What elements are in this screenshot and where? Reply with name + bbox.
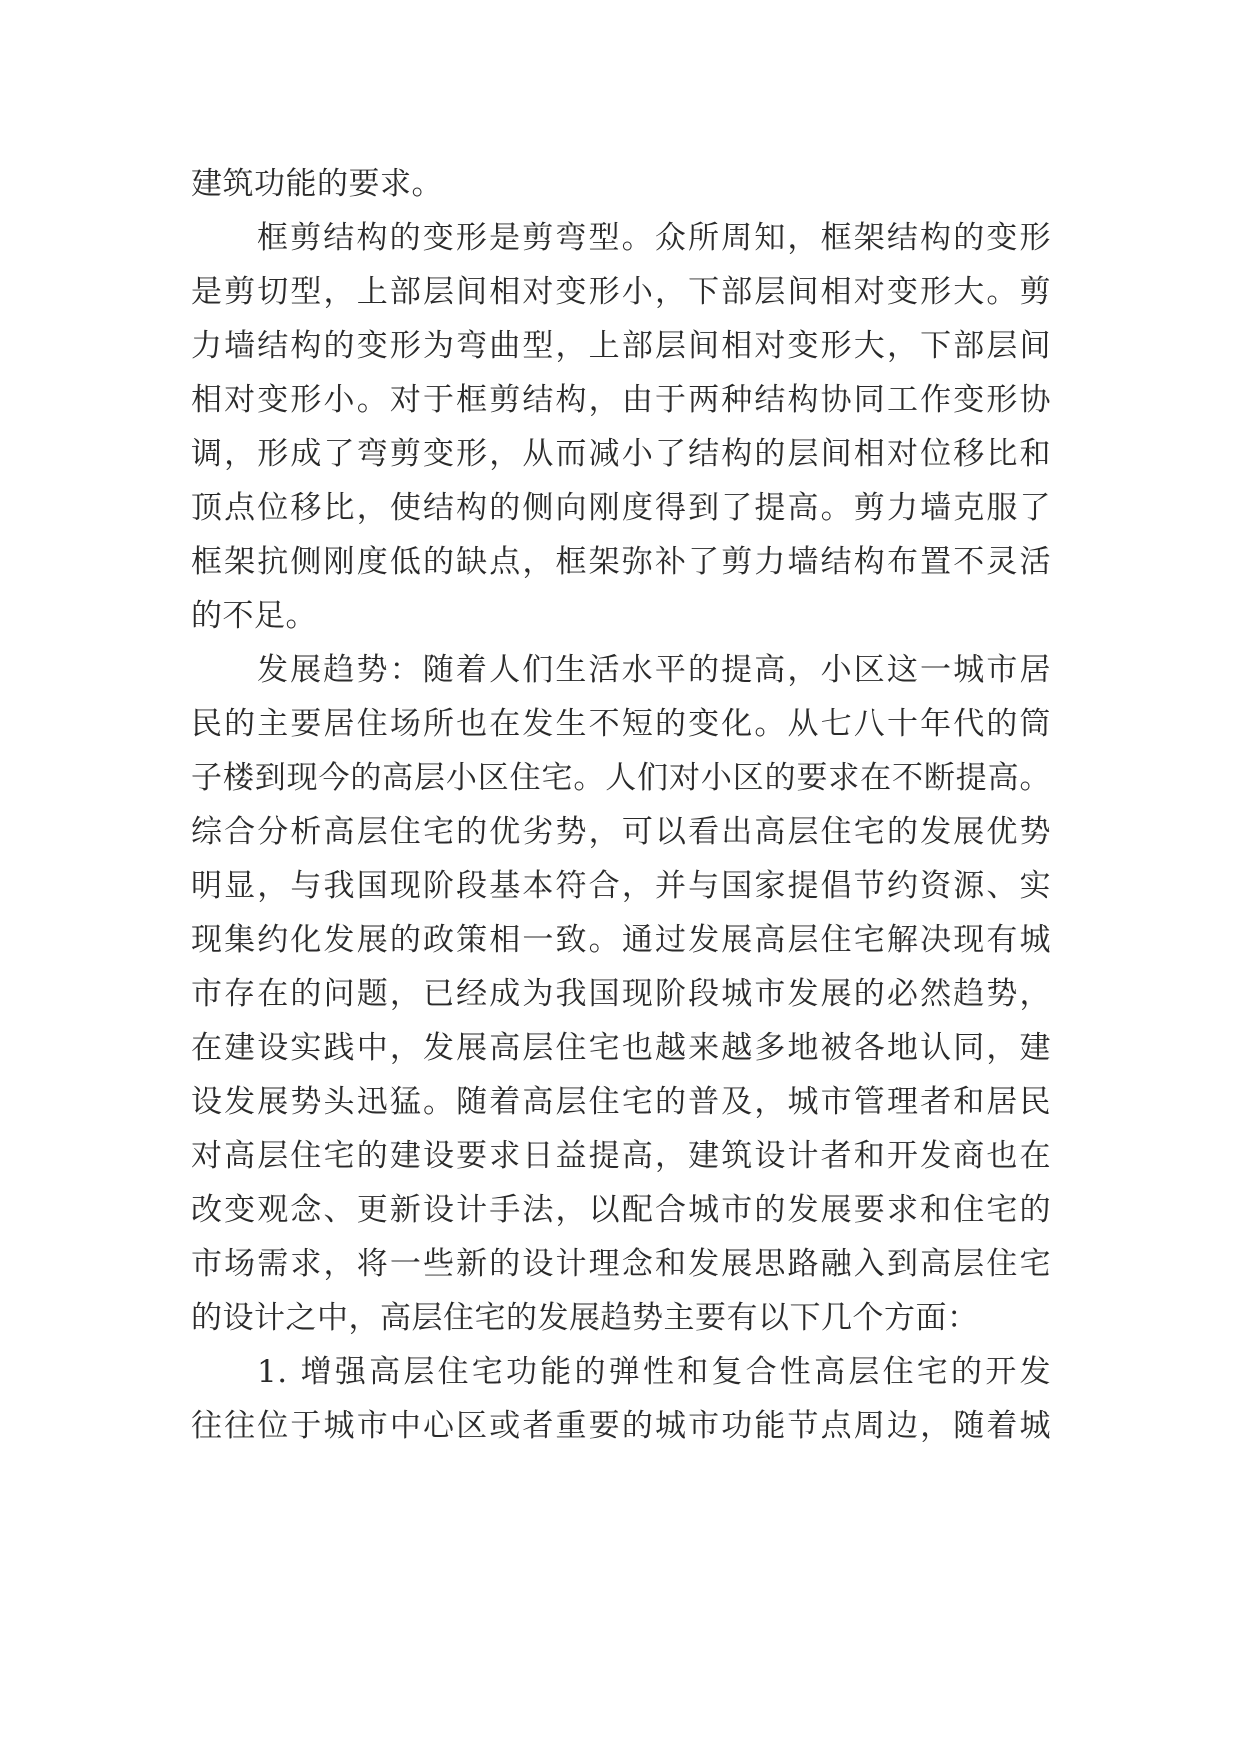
text-line: 发展趋势：随着人们生活水平的提高，小区这一城市居 (257, 652, 1051, 688)
text-line: 顶点位移比，使结构的侧向刚度得到了提高。剪力墙克服了 (191, 490, 1051, 526)
text-line: 往往位于城市中心区或者重要的城市功能节点周边，随着城 (191, 1408, 1051, 1444)
text-line: 力墙结构的变形为弯曲型，上部层间相对变形大，下部层间 (191, 328, 1051, 364)
text-line: 建筑功能的要求。 (191, 166, 443, 202)
text-line: 的不足。 (191, 598, 317, 634)
text-line: 设发展势头迅猛。随着高层住宅的普及，城市管理者和居民 (191, 1084, 1051, 1120)
text-line: 综合分析高层住宅的优劣势，可以看出高层住宅的发展优势 (191, 814, 1051, 850)
text-line: 现集约化发展的政策相一致。通过发展高层住宅解决现有城 (191, 922, 1051, 958)
text-line: 市存在的问题，已经成为我国现阶段城市发展的必然趋势， (191, 976, 1051, 1012)
text-line: 在建设实践中，发展高层住宅也越来越多地被各地认同，建 (191, 1030, 1051, 1066)
text-line: 调，形成了弯剪变形，从而减小了结构的层间相对位移比和 (191, 436, 1051, 472)
text-line: 的设计之中，高层住宅的发展趋势主要有以下几个方面： (191, 1300, 979, 1336)
text-line: 对高层住宅的建设要求日益提高，建筑设计者和开发商也在 (191, 1138, 1051, 1174)
text-line: 框架抗侧刚度低的缺点，框架弥补了剪力墙结构布置不灵活 (191, 544, 1051, 580)
document-body (191, 157, 1051, 1453)
text-line: 明显，与我国现阶段基本符合，并与国家提倡节约资源、实 (191, 868, 1051, 904)
text-line: 民的主要居住场所也在发生不短的变化。从七八十年代的筒 (191, 706, 1051, 742)
text-line: 改变观念、更新设计手法，以配合城市的发展要求和住宅的 (191, 1192, 1051, 1228)
text-line: 子楼到现今的高层小区住宅。人们对小区的要求在不断提高。 (191, 760, 1051, 796)
text-line: 框剪结构的变形是剪弯型。众所周知，框架结构的变形 (257, 220, 1051, 256)
text-line: 市场需求，将一些新的设计理念和发展思路融入到高层住宅 (191, 1246, 1051, 1282)
text-line: 相对变形小。对于框剪结构，由于两种结构协同工作变形协 (191, 382, 1051, 418)
text-line: 1. 增强高层住宅功能的弹性和复合性高层住宅的开发 (257, 1354, 1051, 1390)
text-line: 是剪切型，上部层间相对变形小，下部层间相对变形大。剪 (191, 274, 1051, 310)
